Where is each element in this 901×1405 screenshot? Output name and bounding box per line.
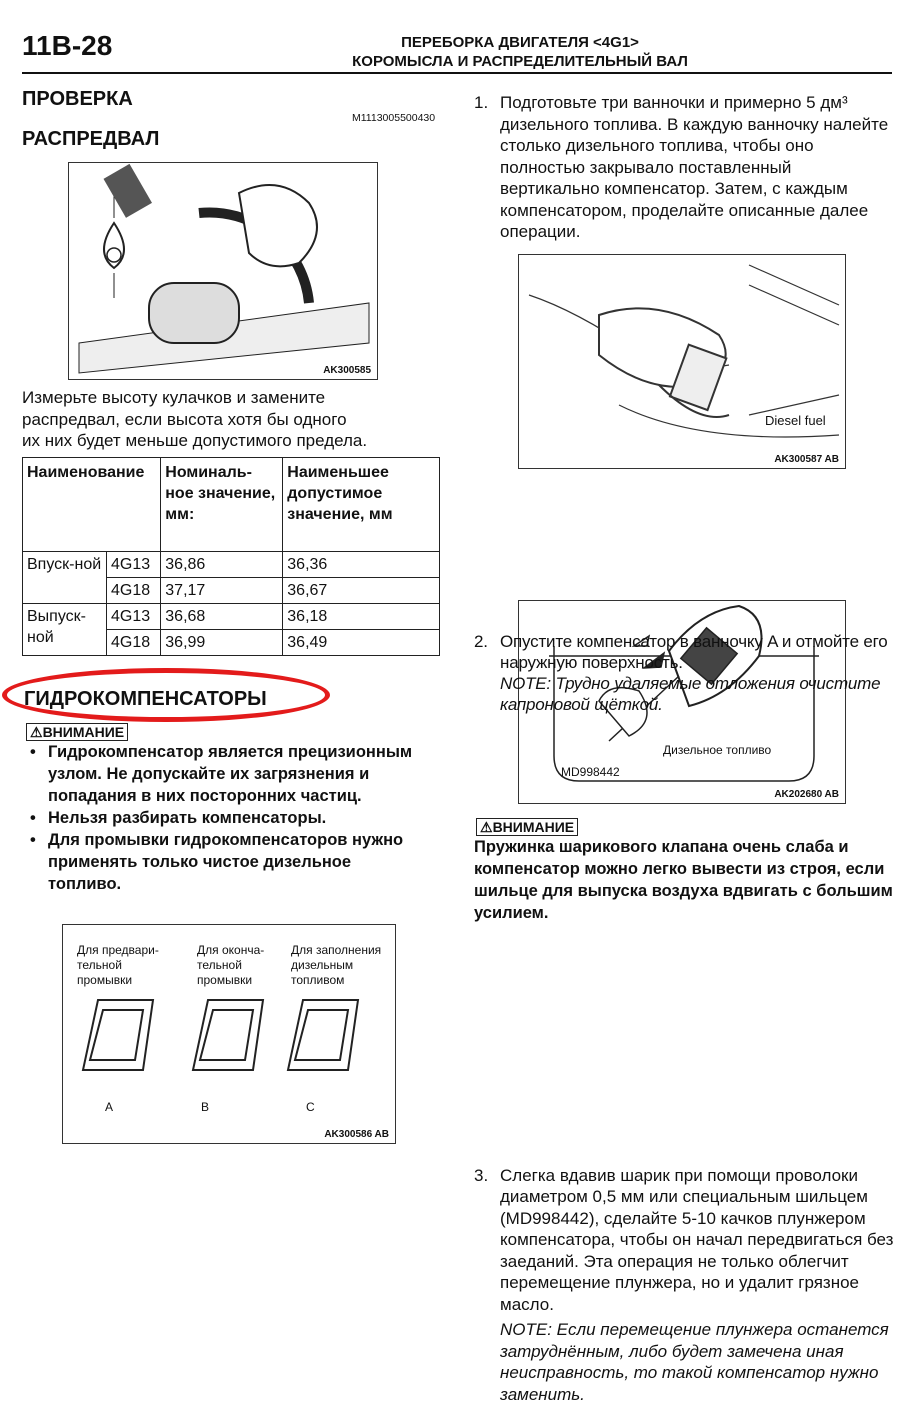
trays-figure (62, 924, 396, 1144)
figure-label: AK300587 AB (774, 454, 839, 465)
warning-label: ВНИМАНИЕ (493, 819, 575, 835)
camshaft-figure (68, 162, 378, 380)
fuel-caption: Дизельное топливо (663, 743, 771, 757)
cell-min: 36,36 (283, 552, 440, 578)
cleaning-hands-illustration (519, 255, 844, 467)
table-header (23, 458, 440, 552)
tray-caption-b: Для оконча-тельной промывки (197, 943, 267, 988)
tray-letter-b: B (201, 1100, 209, 1114)
diesel-fuel-caption: Diesel fuel (765, 413, 826, 428)
cell-nominal: 37,17 (161, 578, 283, 604)
warning-label: ВНИМАНИЕ (43, 724, 125, 740)
table-row (23, 604, 440, 630)
cell-nominal: 36,86 (161, 552, 283, 578)
diesel-fuel-figure (518, 254, 846, 469)
intro-line: Измерьте высоту кулачков и замените (22, 387, 367, 409)
step-text: Подготовьте три ванночки и примерно 5 дм³ дизельного топлива. В каждую ванночку налейте столько дизельного топлива, чтобы оно полностью закрывало поставленный вертикально компенсатор. Затем, с каждым компенсатором, проделайте описанные далее операции. (500, 93, 888, 241)
page-title (300, 33, 740, 71)
step-1 (474, 92, 889, 243)
cell-engine: 4G18 (107, 630, 161, 656)
warning-icon: ⚠ (480, 819, 493, 835)
tray-caption-c: Для заполнения дизельным топливом (291, 943, 391, 988)
section-heading: ПРОВЕРКА (22, 88, 133, 111)
camshaft-measure-illustration (69, 163, 376, 378)
header-name: Наименование (23, 458, 161, 552)
table-row (23, 552, 440, 578)
tray-letter-a: A (105, 1100, 113, 1114)
step-3 (474, 1165, 899, 1405)
list-item: • Гидрокомпенсатор является прецизионным узлом. Не допускайте их загрязнения и попадания в них посторонних частиц. (22, 741, 422, 807)
list-item: • Для промывки гидрокомпенсаторов нужно применять только чистое дизельное топливо. (22, 829, 422, 895)
cell-nominal: 36,68 (161, 604, 283, 630)
figure-label: AK300585 (323, 365, 371, 376)
step-number: 3. (474, 1165, 488, 1187)
step-note: NOTE: Если перемещение плунжера останется затруднённым, либо будет замечена иная неисправность, то такой компенсатор нужно заменить. (500, 1319, 899, 1405)
step-text: Опустите компенсатор в ванночку A и отмойте его наружную поверхность. (500, 631, 899, 673)
title-line-1: ПЕРЕБОРКА ДВИГАТЕЛЯ <4G1> (300, 33, 740, 52)
step-number: 2. (474, 631, 488, 652)
warning-icon: ⚠ (30, 724, 43, 740)
doc-code: M1113005500430 (352, 112, 435, 124)
tray-caption-a: Для предвари-тельной промывки (77, 943, 167, 988)
step-2 (474, 631, 899, 715)
header-rule (22, 72, 892, 74)
step-number: 1. (474, 92, 488, 114)
cell-group: Выпуск-ной (23, 604, 107, 656)
warning-badge-right (476, 818, 578, 837)
warning-badge (26, 723, 128, 742)
cell-engine: 4G18 (107, 578, 161, 604)
cell-min: 36,67 (283, 578, 440, 604)
figure-label: AK300586 AB (324, 1129, 389, 1140)
tray-letter-c: C (306, 1100, 315, 1114)
figure-label: AK202680 AB (774, 789, 839, 800)
tool-code-caption: MD998442 (561, 765, 620, 779)
intro-text (22, 387, 367, 452)
subsection-heading: РАСПРЕДВАЛ (22, 128, 159, 151)
camshaft-spec-table (22, 457, 440, 656)
step-note: NOTE: Трудно удаляемые отложения очистите капроновой щёткой. (500, 673, 899, 715)
cell-engine: 4G13 (107, 604, 161, 630)
header-nominal: Номиналь-ное значение, мм: (161, 458, 283, 552)
title-line-2: КОРОМЫСЛА И РАСПРЕДЕЛИТЕЛЬНЫЙ ВАЛ (300, 52, 740, 71)
header-min: Наименьшее допустимое значение, мм (283, 458, 440, 552)
section-heading-lifters: ГИДРОКОМПЕНСАТОРЫ (24, 688, 267, 711)
warning-text: Пружинка шарикового клапана очень слаба и компенсатор можно легко вывести из строя, если шильце для выпуска воздуха вдвигать с большим усилием. (474, 836, 894, 924)
cell-min: 36,49 (283, 630, 440, 656)
cell-group: Впуск-ной (23, 552, 107, 604)
step-text: Слегка вдавив шарик при помощи проволоки диаметром 0,5 мм или специальным шильцем (MD998442), сделайте 5-10 качков плунжером компенсатора, чтобы он начал передвигаться без заеданий. Эта операция не только облегчит перемещение плунжера, но и удалит грязное масло. (500, 1165, 899, 1316)
trays-illustration (63, 995, 393, 1095)
cell-nominal: 36,99 (161, 630, 283, 656)
cell-min: 36,18 (283, 604, 440, 630)
intro-line: распредвал, если высота хотя бы одного (22, 409, 367, 431)
intro-line: их них будет меньше допустимого предела. (22, 430, 367, 452)
warning-list (22, 741, 422, 895)
page-number: 11B-28 (22, 30, 112, 62)
cell-engine: 4G13 (107, 552, 161, 578)
list-item: • Нельзя разбирать компенсаторы. (22, 807, 422, 829)
